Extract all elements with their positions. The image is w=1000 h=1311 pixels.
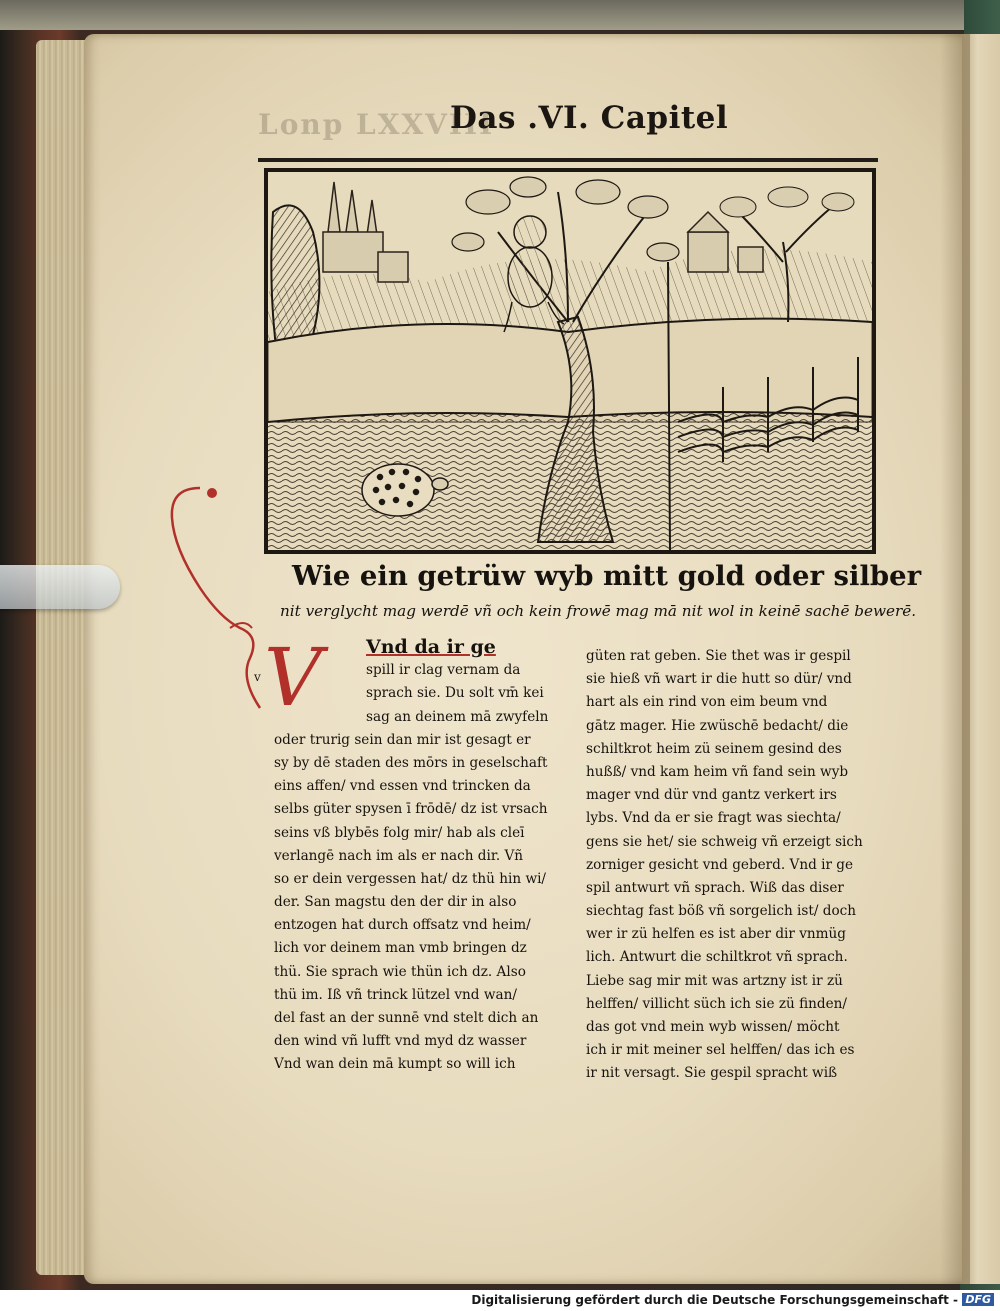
text-line: oder trurig sein dan mir ist gesagt er — [274, 731, 531, 748]
footer-bar — [0, 1290, 1000, 1311]
text-line: sag an deinem mā zwyfeln — [366, 708, 549, 725]
text-line: Vnd wan dein mā kumpt so will ich — [274, 1056, 516, 1073]
text-line: ir nit versagt. Sie gespil spracht wiß — [586, 1065, 838, 1082]
text-line: schiltkrot heim zü seinem gesind des — [586, 740, 842, 757]
text-line: den wind vñ lufft vnd myd dz wasser — [274, 1033, 527, 1050]
text-line: güten rat geben. Sie thet was ir gespil — [586, 648, 851, 664]
text-line: helffen/ villicht süch ich sie zü finden/ — [586, 995, 848, 1012]
text-line: so er dein vergessen hat/ dz thü hin wi/ — [274, 870, 547, 887]
text-line: verlangē nach im als er nach dir. Vñ — [274, 847, 524, 864]
plastic-page-holder — [0, 565, 120, 609]
text-line: hart als ein rind von eim beum vnd — [586, 694, 828, 711]
text-line: thü im. Iß vñ trinck lützel vnd wan/ — [274, 986, 517, 1003]
red-initial-letter: V — [264, 631, 322, 724]
text-line: lybs. Vnd da er sie fragt was siechta/ — [586, 810, 841, 827]
text-line: siechtag fast böß vñ sorgelich ist/ doch — [586, 903, 856, 920]
text-line: lich vor deinem man vmb bringen dz — [274, 940, 527, 957]
woodcut-illustration — [264, 168, 876, 554]
text-line: eins affen/ vnd essen vnd trincken da — [274, 778, 531, 795]
chapter-title: Das .VI. Capitel — [450, 100, 729, 136]
text-line: del fast an der sunnē vnd stelt dich an — [274, 1010, 539, 1026]
text-line: der. San magstu den der dir in also — [274, 894, 517, 911]
text-column-right — [586, 645, 886, 1086]
dfg-logo: DFG — [962, 1293, 994, 1306]
chapter-heading-line-1: Wie ein getrüw wyb mitt gold oder silber — [292, 560, 922, 592]
text-line: seins vß blybēs folg mir/ hab als cleī — [274, 824, 525, 841]
bleed-through-header: Lonp LXXVIII — [258, 108, 495, 141]
gutter-shadow — [940, 34, 970, 1284]
text-line: mager vnd dür vnd gantz verkert irs — [586, 787, 837, 804]
text-line: sy by dē staden des mōrs in geselschaft — [274, 754, 548, 771]
funding-credit: Digitalisierung gefördert durch die Deutsche Forschungsgemeinschaft - — [471, 1293, 958, 1307]
header-rule — [258, 158, 878, 162]
text-line: hußß/ vnd kam heim vñ fand sein wyb — [586, 763, 849, 780]
book-cover-top-edge — [0, 0, 1000, 30]
text-line: ich ir mit meiner sel helffen/ das ich es — [586, 1042, 855, 1059]
text-line: spill ir clag vernam da — [366, 662, 521, 679]
text-line: gātz mager. Hie zwüschē bedacht/ die — [586, 717, 849, 734]
text-line: spil antwurt vñ sprach. Wiß das diser — [586, 879, 844, 896]
text-column-left — [274, 636, 574, 1077]
text-line: sie hieß vñ wart ir die hutt so dür/ vnd — [586, 671, 852, 688]
text-line: das got vnd mein wyb wissen/ möcht — [586, 1019, 840, 1035]
text-line: Vnd da ir ge — [366, 636, 496, 658]
text-line: lich. Antwurt die schiltkrot vñ sprach. — [586, 949, 848, 966]
text-line: wer ir zü helfen es ist aber dir vnmüg — [586, 926, 846, 943]
text-line: gens sie het/ sie schweig vñ erzeigt sich — [586, 833, 863, 850]
text-line: thü. Sie sprach wie thün ich dz. Also — [274, 963, 526, 980]
text-line: sprach sie. Du solt vm̄ kei — [366, 685, 544, 702]
text-line: zorniger gesicht vnd geberd. Vnd ir ge — [586, 856, 854, 873]
guide-letter: v — [254, 670, 261, 684]
text-line: entzogen hat durch offsatz vnd heim/ — [274, 917, 531, 934]
chapter-heading-line-2: nit verglycht mag werdē vñ och kein frowē mag mā nit wol in keinē sachē bewerē. — [280, 602, 917, 620]
text-line: selbs güter spysen ī frōdē/ dz ist vrsach — [274, 801, 548, 818]
text-line: Liebe sag mir mit was artzny ist ir zü — [586, 972, 843, 989]
